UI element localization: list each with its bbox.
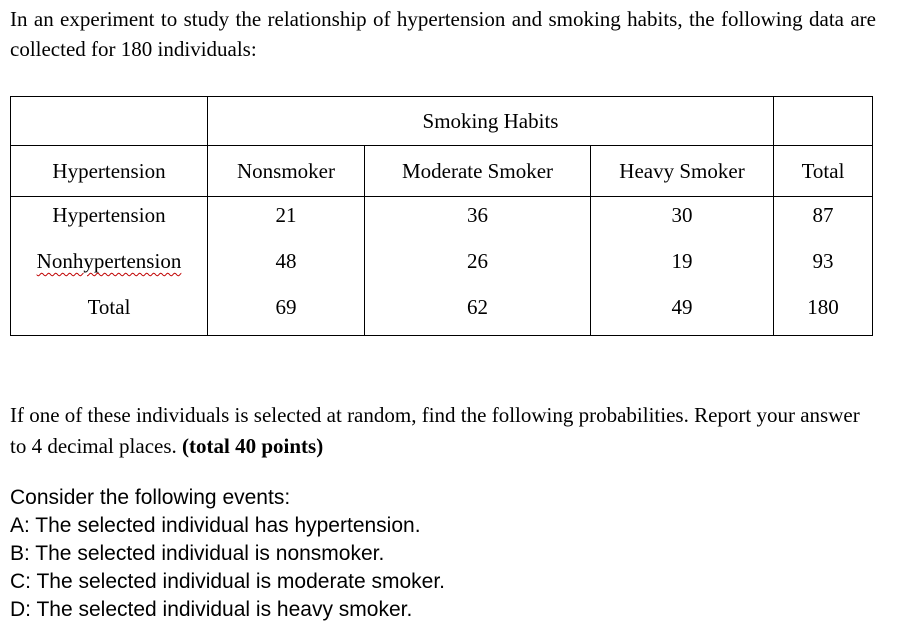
spellcheck-word: Nonhypertension — [36, 249, 182, 273]
table-row — [11, 243, 873, 289]
table-cell: 30 — [591, 197, 774, 244]
table-cell: 69 — [208, 289, 365, 336]
table-cell: 49 — [591, 289, 774, 336]
table-cell: 36 — [365, 197, 591, 244]
row-label: Total — [11, 289, 208, 336]
table-cell: 21 — [208, 197, 365, 244]
events-list — [10, 484, 445, 624]
table-cell: 48 — [208, 243, 365, 289]
question-text: If one of these individuals is selected at random, find the following probabilities. Report your answer to 4 decimal places. — [10, 403, 860, 458]
question-paragraph — [10, 400, 880, 462]
column-header: Moderate Smoker — [365, 146, 591, 197]
column-header: Total — [774, 146, 873, 197]
row-label — [11, 243, 208, 289]
column-header: Nonsmoker — [208, 146, 365, 197]
table-cell: 19 — [591, 243, 774, 289]
intro-paragraph: In an experiment to study the relationship of hypertension and smoking habits, the following data are collected for 180 individuals: — [10, 7, 876, 61]
table-cell-empty — [11, 97, 208, 146]
row-label: Hypertension — [11, 197, 208, 244]
event-item: D: The selected individual is heavy smoker. — [10, 598, 413, 621]
column-header: Heavy Smoker — [591, 146, 774, 197]
table-cell-empty — [774, 97, 873, 146]
data-table — [10, 96, 873, 336]
table-cell: 93 — [774, 243, 873, 289]
points-label: (total 40 points) — [182, 434, 324, 458]
event-item: C: The selected individual is moderate smoker. — [10, 570, 445, 593]
events-heading: Consider the following events: — [10, 486, 291, 509]
table-cell: 62 — [365, 289, 591, 336]
table-cell: 26 — [365, 243, 591, 289]
table-cell: 87 — [774, 197, 873, 244]
table-row — [11, 197, 873, 244]
table-title-row — [11, 97, 873, 146]
table-row — [11, 289, 873, 336]
group-header: Smoking Habits — [208, 97, 774, 146]
table-cell: 180 — [774, 289, 873, 336]
event-item: A: The selected individual has hypertension. — [10, 514, 421, 537]
column-header: Hypertension — [11, 146, 208, 197]
table-header-row — [11, 146, 873, 197]
event-item: B: The selected individual is nonsmoker. — [10, 542, 385, 565]
